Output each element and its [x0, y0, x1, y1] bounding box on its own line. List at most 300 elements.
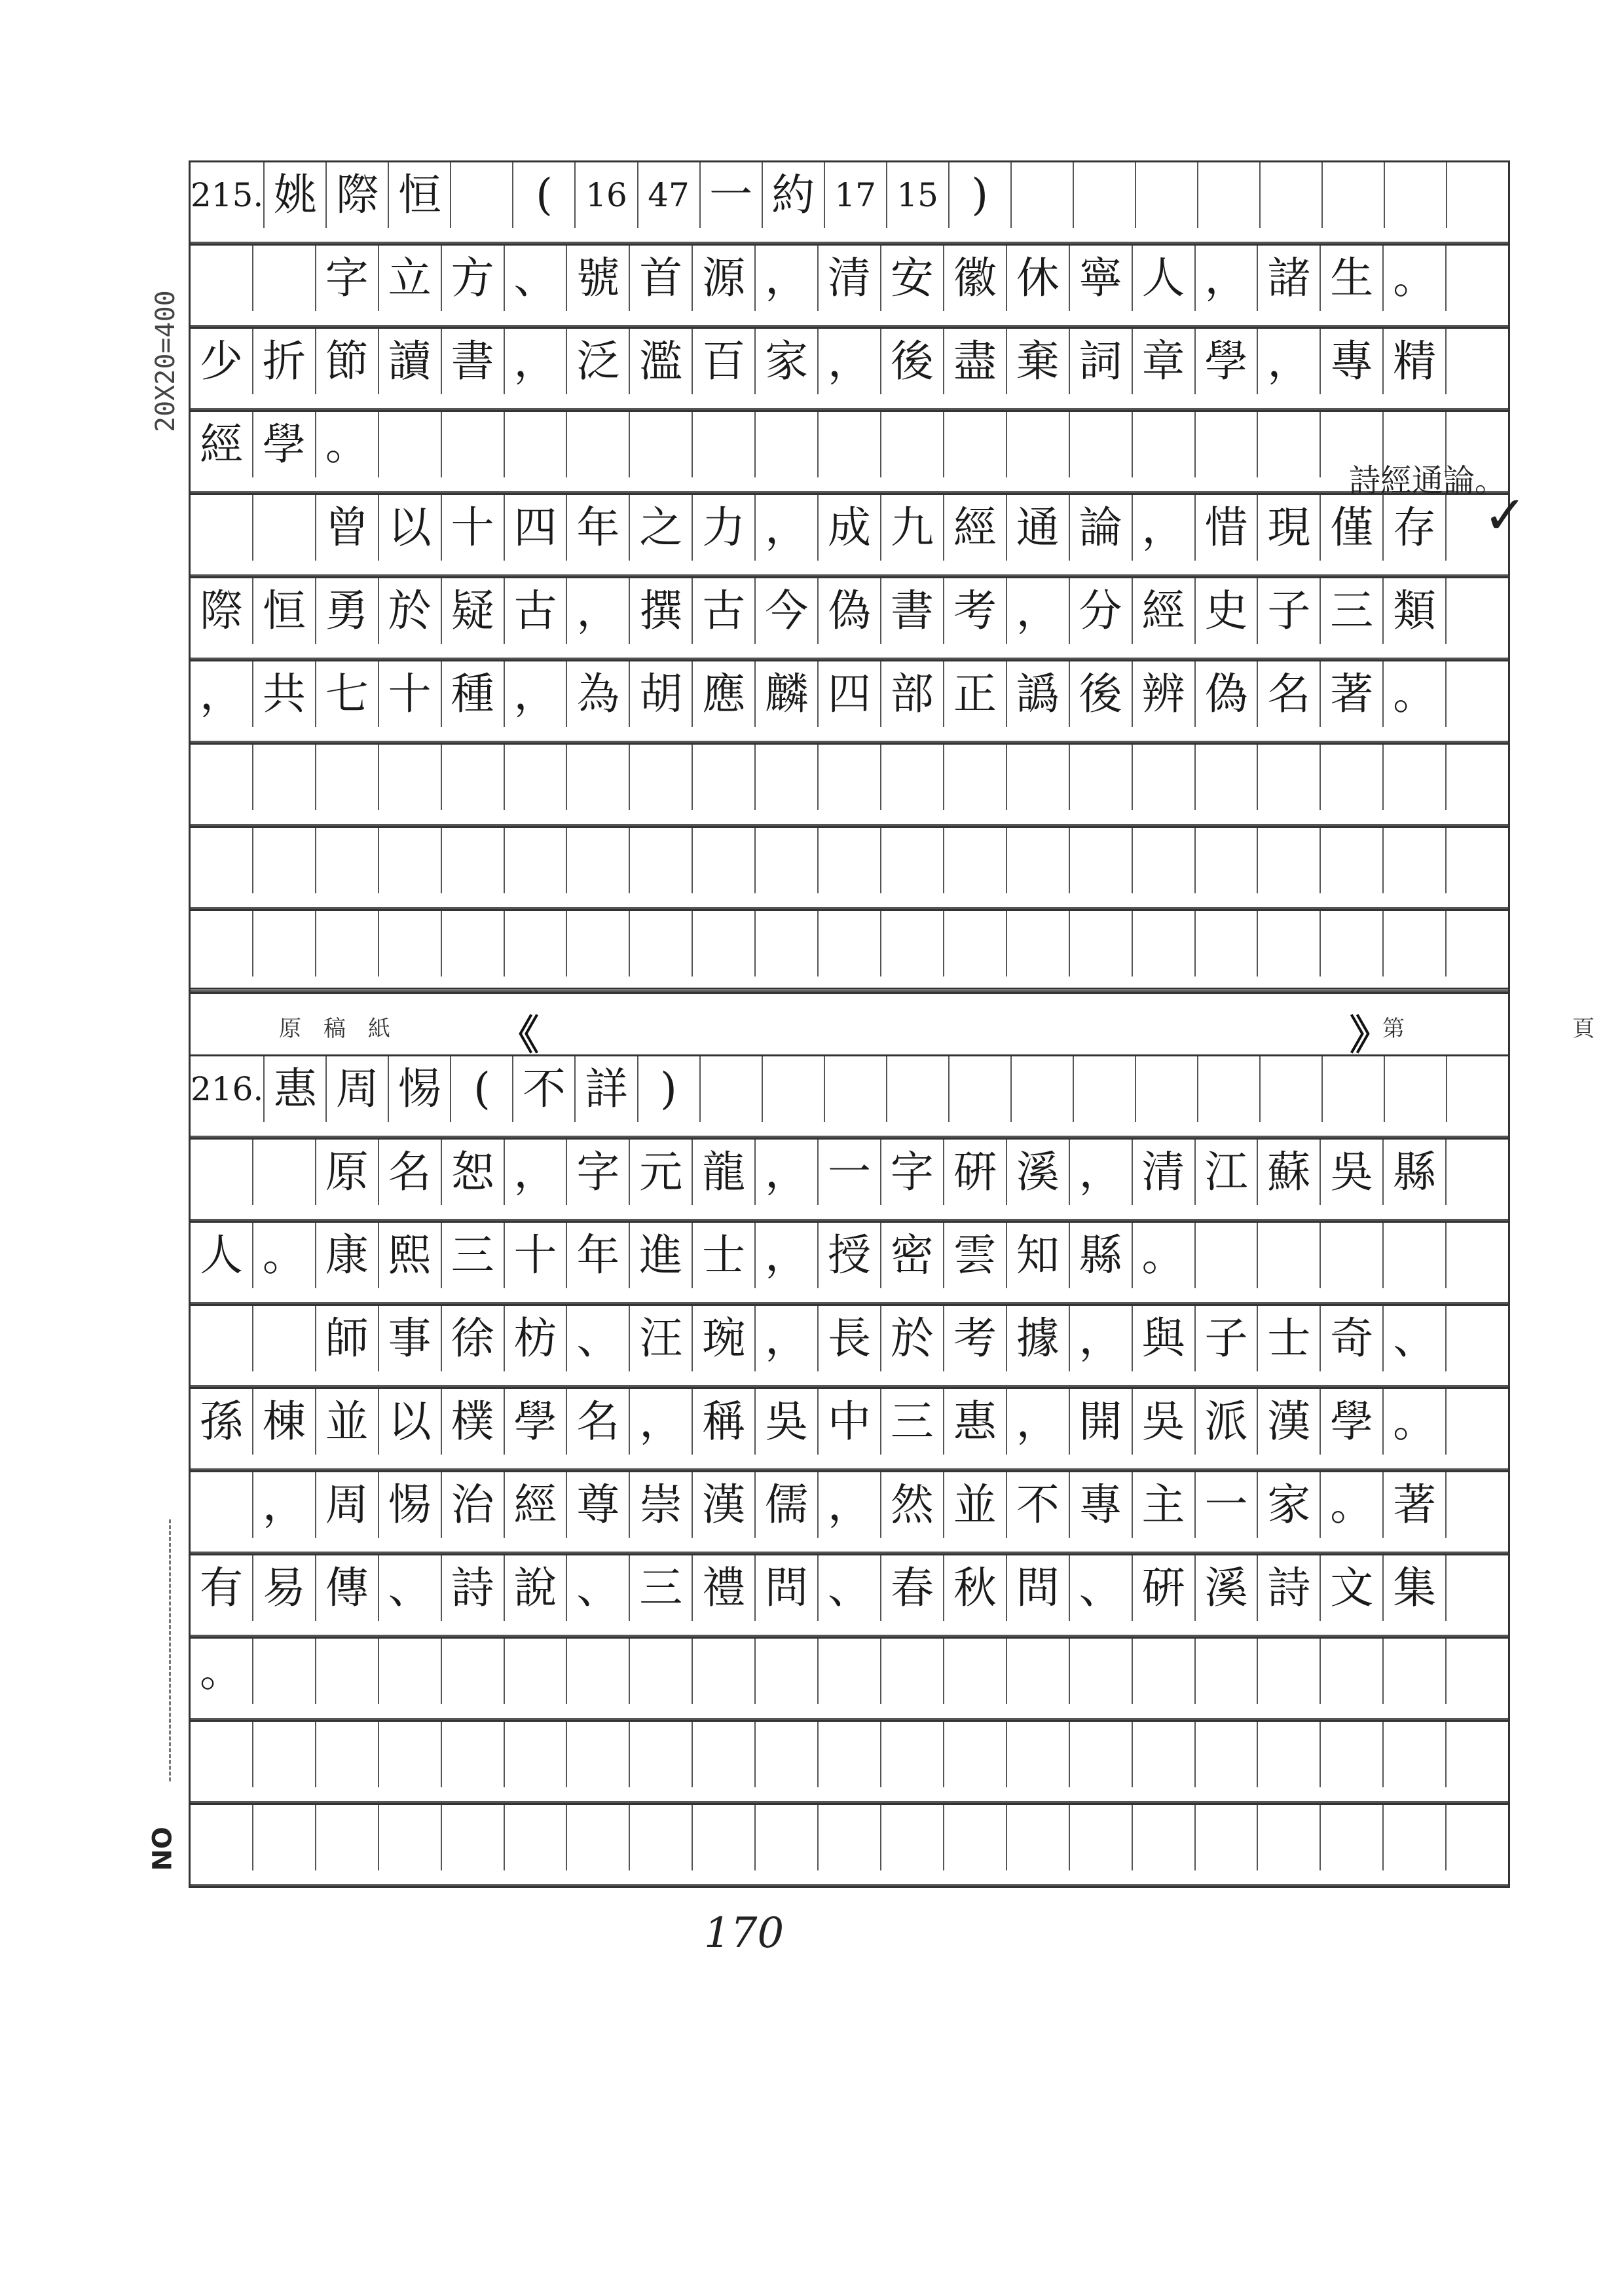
grid-cell: 於 [881, 1306, 944, 1371]
grid-cell: 辨 [1133, 661, 1196, 727]
grid-cell [1196, 745, 1259, 810]
grid-cell [316, 911, 379, 976]
grid-cell [1321, 1223, 1384, 1288]
grid-cell: 傳 [316, 1555, 379, 1621]
grid-cell [1323, 162, 1385, 228]
grid-cell [693, 1639, 756, 1704]
grid-cell [1447, 1223, 1508, 1288]
grid-cell: 勇 [316, 578, 379, 644]
grid-cell: 著 [1321, 661, 1384, 727]
grid-cell [630, 412, 693, 477]
grid-cell [825, 1056, 887, 1122]
grid-cell [944, 1639, 1007, 1704]
grid-cell: ， [819, 329, 881, 394]
grid-row [191, 1138, 1508, 1221]
grid-cell [1384, 1639, 1447, 1704]
margin-dashed-line [169, 1519, 171, 1781]
grid-cell: 曾 [316, 495, 379, 561]
grid-cell: 名 [379, 1140, 442, 1205]
grid-cell: 現 [1258, 495, 1321, 561]
grid-cell: 字 [316, 246, 379, 311]
grid-cell: ， [1070, 1306, 1133, 1371]
grid-cell: 縣 [1384, 1140, 1447, 1205]
grid-cell: 江 [1196, 1140, 1259, 1205]
grid-cell [819, 745, 881, 810]
grid-cell [693, 828, 756, 893]
grid-cell [1007, 1722, 1070, 1787]
grid-spec-label: 20X20=400 [151, 290, 181, 432]
grid-cell: 、 [505, 246, 568, 311]
grid-cell [1196, 911, 1259, 976]
grid-cell: 以 [379, 495, 442, 561]
grid-cell: 中 [819, 1389, 881, 1455]
grid-cell [756, 1805, 819, 1870]
grid-cell: ( [451, 1056, 513, 1122]
grid-cell [253, 1639, 316, 1704]
grid-cell: 士 [693, 1223, 756, 1288]
grid-cell: 易 [253, 1555, 316, 1621]
grid-cell: 考 [944, 578, 1007, 644]
grid-row [191, 1720, 1508, 1803]
grid-cell: 、 [567, 1306, 630, 1371]
grid-cell [1198, 1056, 1261, 1122]
grid-cell [944, 911, 1007, 976]
grid-cell: 精 [1384, 329, 1447, 394]
grid-cell [379, 1722, 442, 1787]
grid-cell [1196, 1223, 1259, 1288]
grid-cell: 。 [316, 412, 379, 477]
grid-cell [1070, 745, 1133, 810]
grid-cell [1384, 745, 1447, 810]
grid-cell: 縣 [1070, 1223, 1133, 1288]
grid-cell: 詩 [1258, 1555, 1321, 1621]
grid-cell: 號 [567, 246, 630, 311]
grid-cell: 士 [1258, 1306, 1321, 1371]
grid-cell: 。 [1384, 661, 1447, 727]
grid-cell [1261, 162, 1323, 228]
grid-cell: 詞 [1070, 329, 1133, 394]
grid-block-top [189, 160, 1510, 994]
grid-cell: ， [1196, 246, 1259, 311]
grid-cell [191, 745, 253, 810]
grid-cell: 惠 [265, 1056, 327, 1122]
grid-cell [1070, 412, 1133, 477]
grid-cell: ， [756, 1140, 819, 1205]
grid-cell [1133, 412, 1196, 477]
grid-cell: ， [1007, 578, 1070, 644]
grid-cell [881, 828, 944, 893]
grid-cell [881, 412, 944, 477]
grid-cell: 濫 [630, 329, 693, 394]
grid-cell: 於 [379, 578, 442, 644]
grid-cell: 枋 [505, 1306, 568, 1371]
grid-cell [1196, 1805, 1259, 1870]
grid-cell [451, 162, 513, 228]
grid-cell [505, 745, 568, 810]
grid-cell: 惠 [944, 1389, 1007, 1455]
grid-cell: 人 [191, 1223, 253, 1288]
grid-cell: 九 [881, 495, 944, 561]
grid-cell [505, 911, 568, 976]
grid-cell [1447, 1639, 1508, 1704]
grid-cell [1384, 1805, 1447, 1870]
grid-cell: 經 [505, 1472, 568, 1538]
grid-cell [1198, 162, 1261, 228]
grid-row [191, 1054, 1508, 1138]
grid-cell [253, 495, 316, 561]
grid-cell: 四 [505, 495, 568, 561]
grid-cell [379, 828, 442, 893]
grid-cell: 以 [379, 1389, 442, 1455]
grid-cell [253, 1306, 316, 1371]
grid-cell: 徐 [442, 1306, 505, 1371]
grid-cell: 盡 [944, 329, 1007, 394]
grid-cell: 折 [253, 329, 316, 394]
grid-cell [191, 1722, 253, 1787]
grid-cell: 、 [1384, 1306, 1447, 1371]
grid-cell: 與 [1133, 1306, 1196, 1371]
grid-cell: 清 [819, 246, 881, 311]
grid-cell: 百 [693, 329, 756, 394]
grid-cell [1074, 162, 1136, 228]
grid-row [191, 410, 1508, 493]
grid-cell [567, 412, 630, 477]
grid-cell [1070, 1805, 1133, 1870]
grid-cell [1321, 1639, 1384, 1704]
grid-cell: ) [638, 1056, 701, 1122]
grid-cell: 名 [1258, 661, 1321, 727]
grid-cell: 秋 [944, 1555, 1007, 1621]
grid-cell [1196, 412, 1259, 477]
grid-cell: 存 [1384, 495, 1447, 561]
grid-cell [253, 911, 316, 976]
grid-cell [1258, 1805, 1321, 1870]
grid-cell: 雲 [944, 1223, 1007, 1288]
grid-cell [379, 1639, 442, 1704]
grid-cell [316, 1639, 379, 1704]
grid-cell [944, 745, 1007, 810]
grid-cell [191, 1805, 253, 1870]
grid-cell [253, 246, 316, 311]
grid-cell [1447, 745, 1508, 810]
margin-annotation: 詩經通論。 [1349, 462, 1507, 499]
grid-cell: 學 [1321, 1389, 1384, 1455]
grid-cell [316, 745, 379, 810]
grid-cell [1012, 1056, 1074, 1122]
grid-row [191, 1387, 1508, 1470]
grid-cell: 知 [1007, 1223, 1070, 1288]
grid-cell: 經 [1133, 578, 1196, 644]
grid-cell [1447, 1056, 1508, 1122]
grid-cell [1447, 1555, 1508, 1621]
grid-cell: 派 [1196, 1389, 1259, 1455]
grid-cell: 樸 [442, 1389, 505, 1455]
grid-cell: 經 [191, 412, 253, 477]
grid-cell [191, 1140, 253, 1205]
grid-cell [1007, 1805, 1070, 1870]
grid-cell: ， [756, 495, 819, 561]
grid-cell: 漢 [693, 1472, 756, 1538]
row-gap-line [191, 1884, 1508, 1886]
grid-cell: 並 [316, 1389, 379, 1455]
grid-cell: ， [756, 246, 819, 311]
grid-cell: 古 [693, 578, 756, 644]
grid-cell: 儒 [756, 1472, 819, 1538]
grid-cell: 原 [316, 1140, 379, 1205]
grid-cell: 硏 [944, 1140, 1007, 1205]
grid-cell [756, 1722, 819, 1787]
grid-cell [1321, 828, 1384, 893]
grid-cell: 古 [505, 578, 568, 644]
grid-cell: 問 [756, 1555, 819, 1621]
grid-cell: 年 [567, 495, 630, 561]
grid-cell [567, 1722, 630, 1787]
grid-cell: 棟 [253, 1389, 316, 1455]
grid-cell [881, 745, 944, 810]
grid-cell [1447, 1306, 1508, 1371]
grid-cell [316, 1722, 379, 1787]
no-label: NO [147, 1827, 178, 1871]
grid-cell: 姚 [265, 162, 327, 228]
grid-cell: 三 [881, 1389, 944, 1455]
grid-cell: 恕 [442, 1140, 505, 1205]
grid-cell [1133, 1639, 1196, 1704]
grid-row [191, 244, 1508, 327]
grid-cell: 專 [1321, 329, 1384, 394]
grid-cell: 。 [1384, 1389, 1447, 1455]
grid-cell: 學 [1196, 329, 1259, 394]
grid-cell [379, 412, 442, 477]
manuscript-paper-label: 原稿紙 [279, 1016, 413, 1042]
grid-cell: 十 [505, 1223, 568, 1288]
grid-cell: 僅 [1321, 495, 1384, 561]
grid-cell: 問 [1007, 1555, 1070, 1621]
grid-row [191, 1221, 1508, 1304]
grid-cell [1196, 1639, 1259, 1704]
grid-cell [1447, 329, 1508, 394]
grid-cell: 奇 [1321, 1306, 1384, 1371]
grid-cell: 十 [379, 661, 442, 727]
grid-row [191, 160, 1508, 244]
grid-cell: 琬 [693, 1306, 756, 1371]
grid-cell [1133, 1805, 1196, 1870]
grid-cell: 成 [819, 495, 881, 561]
grid-cell [253, 1805, 316, 1870]
grid-cell: 不 [1007, 1472, 1070, 1538]
grid-cell: 著 [1384, 1472, 1447, 1538]
grid-cell: ， [819, 1472, 881, 1538]
grid-cell: 徽 [944, 246, 1007, 311]
grid-cell [1074, 1056, 1136, 1122]
grid-cell [442, 412, 505, 477]
grid-cell [1384, 1223, 1447, 1288]
grid-cell: 書 [881, 578, 944, 644]
grid-cell: 類 [1384, 578, 1447, 644]
grid-cell [442, 911, 505, 976]
grid-cell: 汪 [630, 1306, 693, 1371]
grid-cell [1447, 1389, 1508, 1455]
grid-row [191, 743, 1508, 826]
grid-cell [701, 1056, 763, 1122]
grid-cell [630, 1639, 693, 1704]
grid-cell: ， [191, 661, 253, 727]
grid-cell: 譌 [1007, 661, 1070, 727]
grid-cell: 惜 [1196, 495, 1259, 561]
grid-cell [1007, 828, 1070, 893]
grid-cell: 吳 [1133, 1389, 1196, 1455]
grid-cell: 寧 [1070, 246, 1133, 311]
grid-row [191, 1304, 1508, 1387]
grid-cell: 詩 [442, 1555, 505, 1621]
grid-cell: 源 [693, 246, 756, 311]
grid-cell: 主 [1133, 1472, 1196, 1538]
grid-cell: 稱 [693, 1389, 756, 1455]
grid-cell [1447, 246, 1508, 311]
grid-cell: 疑 [442, 578, 505, 644]
grid-row [191, 493, 1508, 576]
grid-cell: 不 [513, 1056, 576, 1122]
grid-cell [253, 745, 316, 810]
grid-cell: 少 [191, 329, 253, 394]
grid-cell [1007, 412, 1070, 477]
grid-cell: 詳 [576, 1056, 638, 1122]
grid-cell [505, 1639, 568, 1704]
grid-cell [1070, 1722, 1133, 1787]
grid-cell [1447, 661, 1508, 727]
grid-cell: 元 [630, 1140, 693, 1205]
grid-cell [944, 412, 1007, 477]
grid-cell [1385, 1056, 1447, 1122]
grid-cell: 部 [881, 661, 944, 727]
grid-row [191, 660, 1508, 743]
grid-cell: 偽 [819, 578, 881, 644]
grid-block-bottom [189, 1054, 1510, 1888]
grid-cell [442, 745, 505, 810]
grid-cell: 治 [442, 1472, 505, 1538]
grid-cell [819, 911, 881, 976]
grid-cell: 吳 [1321, 1140, 1384, 1205]
grid-cell [630, 1805, 693, 1870]
grid-cell [379, 911, 442, 976]
grid-cell [253, 1140, 316, 1205]
grid-cell: 為 [567, 661, 630, 727]
grid-cell [756, 911, 819, 976]
grid-cell: 崇 [630, 1472, 693, 1538]
grid-cell [1321, 911, 1384, 976]
grid-cell: ， [630, 1389, 693, 1455]
grid-cell [630, 745, 693, 810]
grid-cell [1070, 911, 1133, 976]
grid-cell: 恒 [389, 162, 451, 228]
grid-cell: 。 [1384, 246, 1447, 311]
grid-cell [693, 911, 756, 976]
grid-cell: 禮 [693, 1555, 756, 1621]
grid-row [191, 327, 1508, 410]
grid-cell: 密 [881, 1223, 944, 1288]
grid-cell [316, 1805, 379, 1870]
grid-cell: 周 [316, 1472, 379, 1538]
grid-cell: 家 [756, 329, 819, 394]
grid-cell: 史 [1196, 578, 1259, 644]
grid-cell: 溪 [1196, 1555, 1259, 1621]
grid-cell: ， [756, 1306, 819, 1371]
grid-cell [1136, 162, 1198, 228]
grid-cell: 撰 [630, 578, 693, 644]
grid-cell: 授 [819, 1223, 881, 1288]
grid-cell [1323, 1056, 1385, 1122]
grid-cell [1384, 1722, 1447, 1787]
grid-cell [881, 1805, 944, 1870]
grid-row [191, 1637, 1508, 1720]
grid-cell [887, 1056, 950, 1122]
grid-cell: 字 [881, 1140, 944, 1205]
grid-cell: 首 [630, 246, 693, 311]
grid-cell [1007, 745, 1070, 810]
grid-cell: 一 [701, 162, 763, 228]
grid-cell [819, 828, 881, 893]
grid-cell: 16 [576, 162, 638, 228]
grid-cell: 進 [630, 1223, 693, 1288]
grid-cell: 方 [442, 246, 505, 311]
grid-cell: 讀 [379, 329, 442, 394]
grid-cell: 蘇 [1258, 1140, 1321, 1205]
middle-band [189, 988, 1617, 1059]
grid-cell: 、 [819, 1555, 881, 1621]
grid-cell: 年 [567, 1223, 630, 1288]
grid-cell [944, 1722, 1007, 1787]
grid-cell [567, 1805, 630, 1870]
grid-cell: 惕 [379, 1472, 442, 1538]
grid-cell: 溪 [1007, 1140, 1070, 1205]
grid-cell [191, 1306, 253, 1371]
grid-cell: 安 [881, 246, 944, 311]
grid-cell [442, 1639, 505, 1704]
grid-cell: 泛 [567, 329, 630, 394]
grid-cell [756, 412, 819, 477]
grid-cell [1384, 911, 1447, 976]
grid-cell: 然 [881, 1472, 944, 1538]
grid-cell: 麟 [756, 661, 819, 727]
grid-cell: 休 [1007, 246, 1070, 311]
grid-cell [881, 1722, 944, 1787]
grid-cell [1447, 578, 1508, 644]
grid-cell: 學 [253, 412, 316, 477]
grid-cell [1321, 745, 1384, 810]
grid-cell [442, 828, 505, 893]
grid-cell: 孫 [191, 1389, 253, 1455]
grid-cell [1385, 162, 1447, 228]
grid-cell: 專 [1070, 1472, 1133, 1538]
grid-cell [505, 1805, 568, 1870]
right-bracket: 》 [1350, 1011, 1391, 1059]
grid-cell [693, 745, 756, 810]
grid-cell: 人 [1133, 246, 1196, 311]
grid-cell [1258, 911, 1321, 976]
grid-cell [756, 828, 819, 893]
grid-cell [505, 412, 568, 477]
grid-cell [567, 911, 630, 976]
grid-row [191, 1470, 1508, 1553]
grid-cell: 恒 [253, 578, 316, 644]
grid-cell [944, 828, 1007, 893]
grid-cell: ， [1258, 329, 1321, 394]
grid-cell [505, 828, 568, 893]
grid-cell: 。 [1133, 1223, 1196, 1288]
grid-cell: 215. [191, 162, 265, 228]
grid-cell: 諸 [1258, 246, 1321, 311]
grid-cell: 三 [442, 1223, 505, 1288]
grid-cell [950, 1056, 1012, 1122]
